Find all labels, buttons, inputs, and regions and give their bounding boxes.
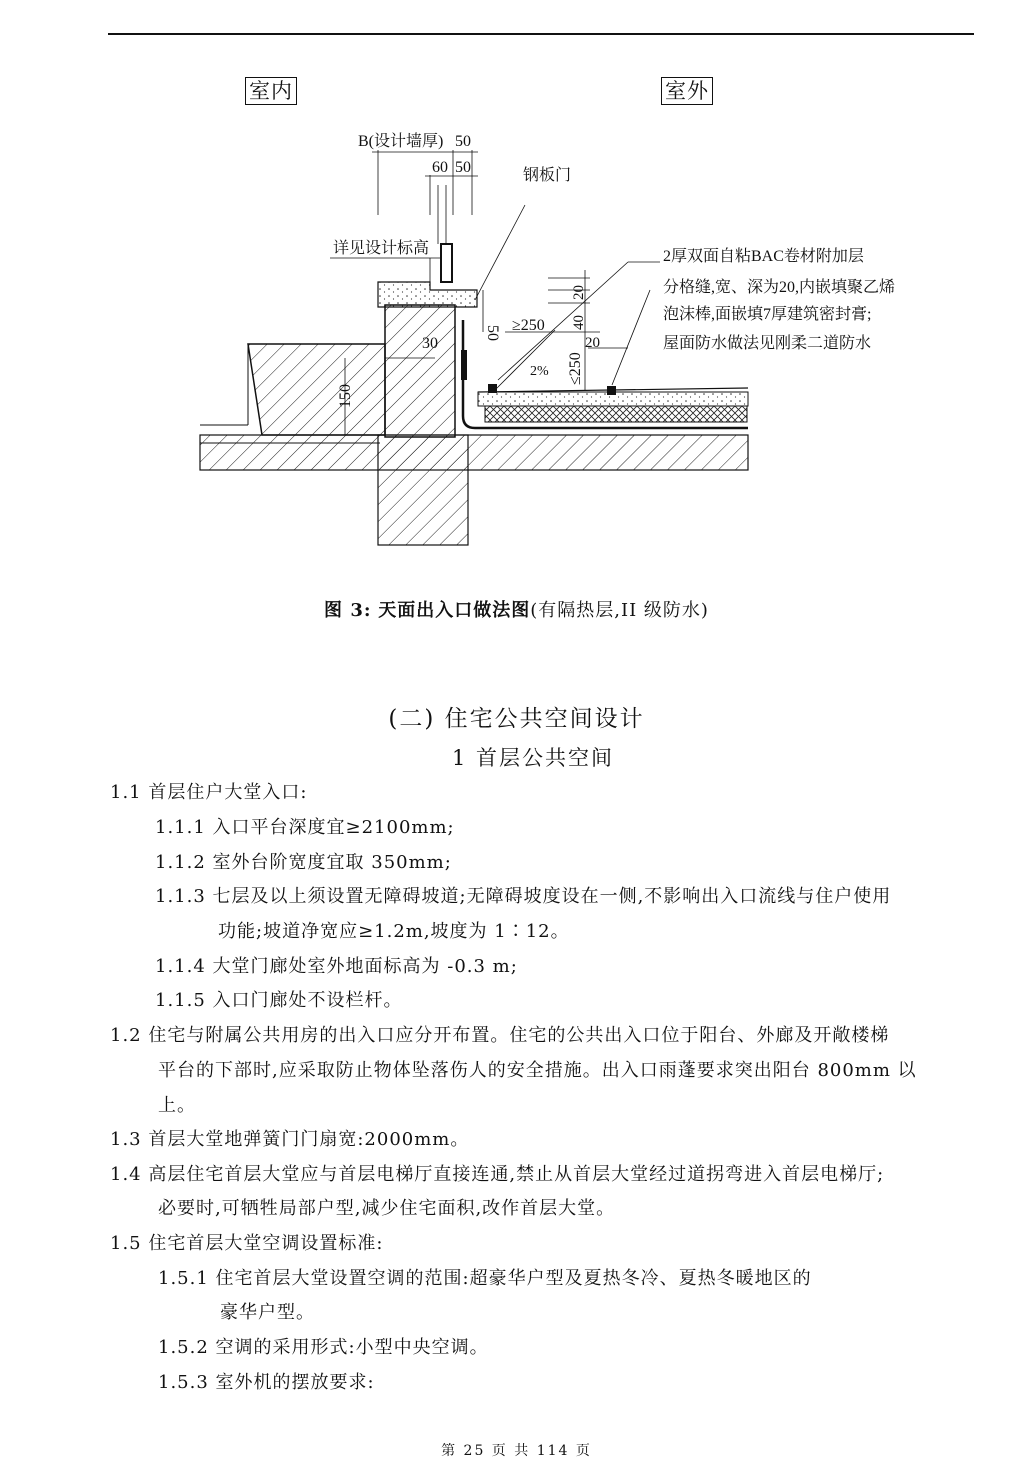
curb-screed	[378, 282, 477, 307]
dim-20-a: 20	[571, 285, 587, 300]
item-1-1: 1.1 首层住户大堂入口:	[110, 782, 308, 803]
item-1-4-cont: 必要时,可牺牲局部户型,减少住宅面积,改作首层大堂。	[158, 1198, 616, 1219]
dim-40: 40	[571, 315, 587, 330]
dim-50-top: 50	[455, 133, 471, 150]
item-1-5: 1.5 住宅首层大堂空调设置标准:	[110, 1233, 384, 1254]
structural-column	[378, 435, 468, 545]
dim-wall-thickness: B(设计墙厚)	[358, 133, 444, 150]
item-1-1-3-cont: 功能;坡道净宽应≥1.2m,坡度为 1∶12。	[218, 921, 570, 942]
insulation-layer	[485, 406, 747, 422]
note-design-elevation: 详见设计标高	[333, 240, 430, 257]
upstand-curb	[385, 305, 455, 437]
note-bac-membrane: 2厚双面自粘BAC卷材附加层	[663, 248, 864, 265]
figure-caption	[0, 596, 1033, 622]
caption-suffix: (有隔热层,II 级防水)	[530, 600, 709, 621]
joint-sealant-2	[607, 386, 616, 395]
floor-slab	[200, 435, 748, 470]
dim-20-b: 20	[585, 335, 600, 351]
item-1-4: 1.4 高层住宅首层大堂应与首层电梯厅直接连通,禁止从首层大堂经过道拐弯进入首层电梯厅;	[110, 1164, 885, 1185]
section-title: (二) 住宅公共空间设计	[388, 706, 645, 732]
dim-150: 150	[337, 384, 354, 408]
item-1-5-1-cont: 豪华户型。	[220, 1302, 315, 1323]
dim-50-curb: 50	[484, 325, 501, 341]
page-number: 第 25 页 共 114 页	[441, 1443, 592, 1459]
item-1-2: 1.2 住宅与附属公共用房的出入口应分开布置。住宅的公共出入口位于阳台、外廊及开敞楼梯	[110, 1025, 890, 1046]
item-1-1-1: 1.1.1 入口平台深度宜≥2100mm;	[155, 817, 455, 838]
dim-60: 60	[432, 159, 448, 176]
steel-door	[441, 244, 452, 282]
label-indoor: 室内	[245, 77, 297, 105]
indoor-wall-block	[248, 344, 385, 435]
item-1-2-cont-1: 平台的下部时,应采取防止物体坠落伤人的安全措施。出入口雨蓬要求突出阳台 800mm 以	[158, 1060, 917, 1081]
item-1-2-cont-2: 上。	[158, 1095, 196, 1116]
note-joint-line-1: 分格缝,宽、深为20,内嵌填聚乙烯	[663, 279, 896, 296]
roof-entrance-detail-drawing	[0, 0, 1033, 600]
note-steel-door: 钢板门	[523, 167, 572, 184]
note-roof-waterproofing: 屋面防水做法见刚柔二道防水	[663, 335, 872, 352]
caption-prefix: 图 3:	[324, 600, 372, 621]
item-1-5-2: 1.5.2 空调的采用形式:小型中央空调。	[158, 1337, 489, 1358]
item-1-1-2: 1.1.2 室外台阶宽度宜取 350mm;	[155, 852, 452, 873]
item-1-3: 1.3 首层大堂地弹簧门门扇宽:2000mm。	[110, 1129, 470, 1150]
joint-sealant-1	[488, 384, 497, 393]
item-1-5-3: 1.5.3 室外机的摆放要求:	[158, 1372, 375, 1393]
slope-2-percent: 2%	[530, 364, 549, 379]
dim-30: 30	[422, 335, 438, 352]
dim-min-250: ≥250	[512, 317, 545, 334]
dim-max-250: ≤250	[567, 352, 584, 385]
item-1-1-5: 1.1.5 入口门廊处不设栏杆。	[155, 990, 403, 1011]
caption-title: 天面出入口做法图	[378, 600, 531, 621]
subsection-title: 1 首层公共空间	[452, 746, 615, 770]
item-1-1-4: 1.1.4 大堂门廊处室外地面标高为 -0.3 m;	[155, 956, 518, 977]
item-1-5-1: 1.5.1 住宅首层大堂设置空调的范围:超豪华户型及夏热冬冷、夏热冬暖地区的	[158, 1268, 812, 1289]
label-outdoor: 室外	[661, 77, 713, 105]
note-joint-line-2: 泡沫棒,面嵌填7厚建筑密封膏;	[663, 306, 872, 323]
item-1-1-3: 1.1.3 七层及以上须设置无障碍坡道;无障碍坡度设在一侧,不影响出入口流线与住户使用	[155, 886, 892, 907]
dim-50-second: 50	[455, 159, 471, 176]
